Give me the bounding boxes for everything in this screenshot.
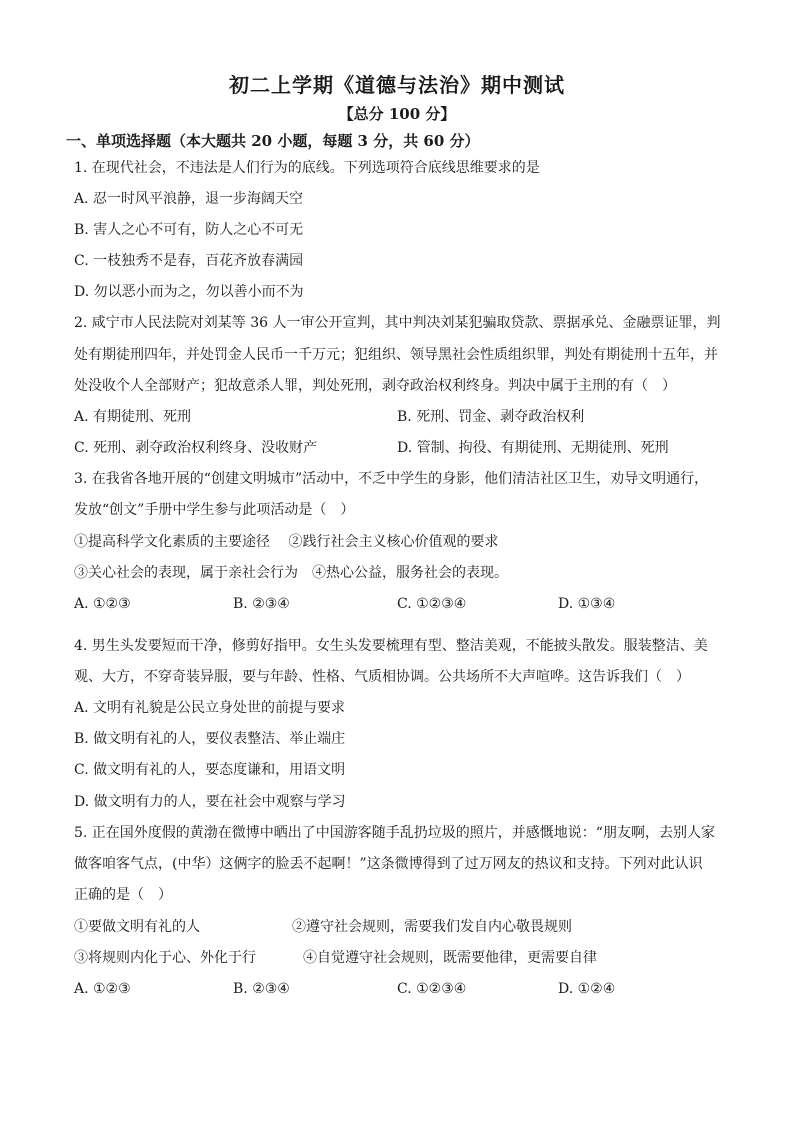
q2-option-a: A. 有期徒刑、死刑 (74, 409, 192, 425)
q5-stem-line1: 5. 正在国外度假的黄渤在微博中晒出了中国游客随手乱扔垃圾的照片，并感慨地说：“朋友啊，去别人家 (74, 825, 715, 841)
q2-stem-line3: 处没收个人全部财产；犯故意杀人罪，判处死刑，剥夺政治权利终身。判决中属于主刑的有（ ） (74, 378, 676, 394)
q1-option-b: B. 害人之心不可有，防人之心不可无 (74, 222, 304, 238)
q1-option-c: C. 一枝独秀不是春，百花齐放春满园 (74, 253, 304, 269)
page-title: 初二上学期《道德与法治》期中测试 (229, 73, 565, 97)
q4-option-b: B. 做文明有礼的人，要仪表整洁、举止端庄 (74, 731, 346, 747)
q2-option-b: B. 死刑、罚金、剥夺政治权利 (397, 409, 585, 425)
q3-option-d: D. ①③④ (558, 596, 616, 612)
q5-option-c: C. ①②③④ (397, 981, 467, 997)
q3-option-a: A. ①②③ (74, 596, 131, 612)
q1-stem: 1. 在现代社会，不违法是人们行为的底线。下列选项符合底线思维要求的是 (74, 160, 540, 176)
q5-statement-3: ③将规则内化于心、外化于行 (74, 950, 256, 966)
q5-statement-2: ②遵守社会规则，需要我们发自内心敬畏规则 (292, 919, 572, 935)
q5-stem-line3: 正确的是（ ） (74, 887, 172, 903)
q5-statement-4: ④自觉遵守社会规则，既需要他律，更需要自律 (303, 950, 597, 966)
q3-option-c: C. ①②③④ (397, 596, 467, 612)
q4-option-d: D. 做文明有力的人，要在社会中观察与学习 (74, 794, 346, 810)
q4-stem-line1: 4. 男生头发要短而干净，修剪好指甲。女生头发要梳理有型、整洁美观，不能披头散发。服装整洁、美 (74, 638, 708, 654)
total-score: 【总分 100 分】 (338, 105, 456, 123)
q4-stem-line2: 观、大方，不穿奇装异服，要与年龄、性格、气质相协调。公共场所不大声喧哗。这告诉我们（ ） (74, 669, 690, 685)
q1-option-d: D. 勿以恶小而为之，勿以善小而不为 (74, 284, 304, 300)
q5-option-a: A. ①②③ (74, 981, 131, 997)
q2-stem-line2: 处有期徒刑四年，并处罚金人民币一千万元；犯组织、领导黑社会性质组织罪，判处有期徒刑十五年，并 (74, 347, 718, 363)
q2-option-c: C. 死刑、剥夺政治权利终身、没收财产 (74, 440, 318, 456)
q4-option-a: A. 文明有礼貌是公民立身处世的前提与要求 (74, 700, 346, 716)
section-heading: 一、单项选择题（本大题共 20 小题，每题 3 分，共 60 分） (66, 132, 480, 150)
q5-statement-1: ①要做文明有礼的人 (74, 919, 200, 935)
q5-option-b: B. ②③④ (233, 981, 290, 997)
q1-option-a: A. 忍一时风平浪静，退一步海阔天空 (74, 191, 304, 207)
q3-statements-2: ③关心社会的表现，属于亲社会行为 ④热心公益，服务社会的表现。 (74, 565, 508, 581)
q5-option-d: D. ①②④ (558, 981, 616, 997)
q3-stem-line1: 3. 在我省各地开展的“创建文明城市”活动中，不乏中学生的身影，他们清洁社区卫生，劝导文明通行， (74, 471, 709, 487)
q2-option-d: D. 管制、拘役、有期徒刑、无期徒刑、死刑 (397, 440, 669, 456)
q5-stem-line2: 做客咱客气点，(中华）这俩字的脸丢不起啊！”这条微博得到了过万网友的热议和支持。下列对此认识 (74, 856, 703, 872)
q2-stem-line1: 2. 咸宁市人民法院对刘某等 36 人一审公开宣判，其中判决刘某犯骗取贷款、票据承兑、金融票证罪，判 (74, 315, 721, 331)
q3-option-b: B. ②③④ (233, 596, 290, 612)
q3-statements-1: ①提高科学文化素质的主要途径 ②践行社会主义核心价值观的要求 (74, 534, 499, 550)
q3-stem-line2: 发放“创文”手册中学生参与此项活动是（ ） (74, 502, 355, 518)
q4-option-c: C. 做文明有礼的人，要态度谦和，用语文明 (74, 762, 346, 778)
